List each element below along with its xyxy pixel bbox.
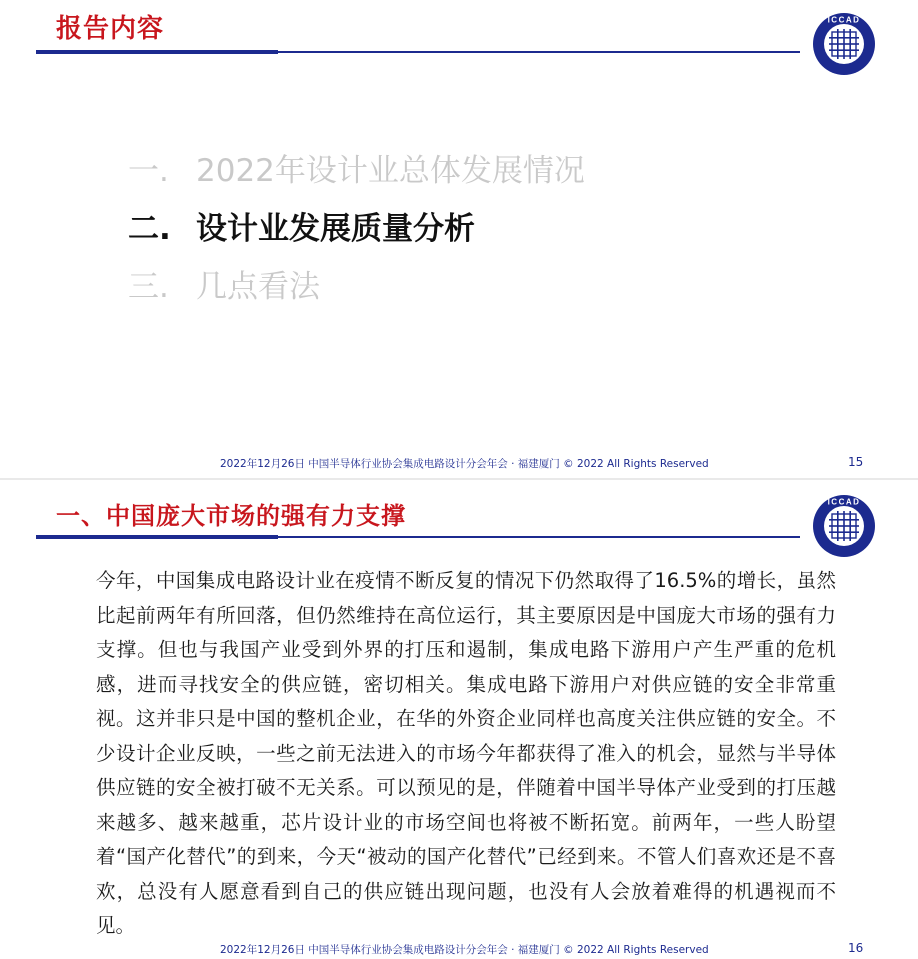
iccad-logo-icon (812, 494, 876, 558)
agenda-number: 三. (128, 269, 169, 305)
slide-title: 一、中国庞大市场的强有力支撑 (56, 502, 406, 530)
slide-16 (0, 480, 918, 959)
agenda-label: 设计业发展质量分析 (196, 211, 475, 247)
agenda-item-2 (128, 200, 585, 258)
page-number: 15 (848, 455, 864, 469)
title-underline-thick (36, 535, 278, 539)
slide-title: 报告内容 (56, 14, 165, 44)
title-underline-thin (278, 536, 800, 538)
logo-lettering: ICCAD (827, 15, 861, 25)
slide-15 (0, 0, 918, 479)
agenda-item-3 (128, 258, 585, 316)
logo-lettering: ICCAD (827, 497, 861, 507)
agenda-item-1 (128, 142, 585, 200)
agenda-number: 二. (128, 211, 171, 247)
title-underline-thick (36, 50, 278, 54)
title-underline-thin (278, 51, 800, 53)
page-number: 16 (848, 941, 864, 955)
agenda-list (128, 142, 585, 316)
slide-footer: 2022年12月26日 中国半导体行业协会集成电路设计分会年会 · 福建厦门 © 2022 All Rights Reserved (220, 944, 709, 956)
agenda-label: 2022年设计业总体发展情况 (196, 153, 585, 189)
iccad-logo-icon (812, 12, 876, 76)
agenda-label: 几点看法 (196, 269, 320, 305)
agenda-number: 一. (128, 153, 169, 189)
body-paragraph: 今年，中国集成电路设计业在疫情不断反复的情况下仍然取得了16.5%的增长，虽然比起前两年有所回落，但仍然维持在高位运行，其主要原因是中国庞大市场的强有力支撑。但也与我国产业受到外界的打压和遏制，集成电路下游用户产生严重的危机感，进而寻找安全的供应链，密切相关。集成电路下游用户对供应链的安全非常重视。这并非只是中国的整机企业，在华的外资企业同样也高度关注供应链的安全。不少设计企业反映，一些之前无法进入的市场今年都获得了准入的机会，显然与半导体供应链的安全被打破不无关系。可以预见的是，伴随着中国半导体产业受到的打压越来越多、越来越重，芯片设计业的市场空间也将被不断拓宽。前两年，一些人盼望着“国产化替代”的到来，今天“被动的国产化替代”已经到来。不管人们喜欢还是不喜欢，总没有人愿意看到自己的供应链出现问题，也没有人会放着难得的机遇视而不见。 (96, 569, 836, 937)
slide-footer: 2022年12月26日 中国半导体行业协会集成电路设计分会年会 · 福建厦门 © 2022 All Rights Reserved (220, 458, 709, 470)
